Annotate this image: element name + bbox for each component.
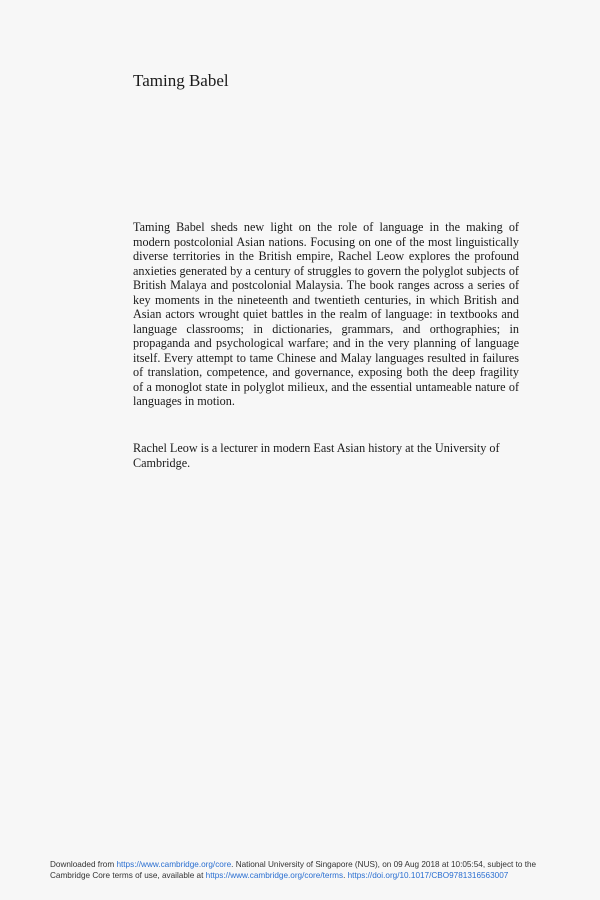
footer-terms-prefix: Cambridge Core terms of use, available at — [50, 871, 206, 880]
download-footer — [50, 859, 570, 881]
author-bio: Rachel Leow is a lecturer in modern East Asian history at the University of Cambridge. — [133, 441, 500, 470]
footer-line-2 — [50, 870, 570, 881]
cambridge-core-link[interactable]: https://www.cambridge.org/core — [116, 860, 232, 869]
book-blurb: Taming Babel sheds new light on the role of language in the making of modern postcolonial Asian nations. Focusing on one of the most linguistically diverse territories in the British empire, Rachel Leow explores the profound anxieties generated by a century of struggles to govern the polyglot subjects of British Malaya and postcolonial Malaysia. The book ranges across a series of key moments in the nineteenth and twentieth centuries, in which British and Asian actors wrought quiet battles in the realm of language: in textbooks and language classrooms; in dictionaries, grammars, and orthographies; in propaganda and psychological warfare; and in the very planning of language itself. Every attempt to tame Chinese and Malay languages resulted in failures of translation, competence, and governance, exposing both the deep fragility of a monoglot state in polyglot milieux, and the essential untameable nature of languages in motion. — [133, 220, 519, 408]
footer-prefix: Downloaded from — [50, 860, 117, 869]
book-title: Taming Babel — [133, 71, 229, 90]
footer-separator: . — [343, 871, 348, 880]
terms-link[interactable]: https://www.cambridge.org/core/terms — [205, 871, 344, 880]
doi-link[interactable]: https://doi.org/10.1017/CBO9781316563007 — [347, 871, 509, 880]
footer-access-info: . National University of Singapore (NUS), on 09 Aug 2018 at 10:05:54, subject to the — [231, 860, 537, 869]
footer-line-1 — [50, 859, 570, 870]
